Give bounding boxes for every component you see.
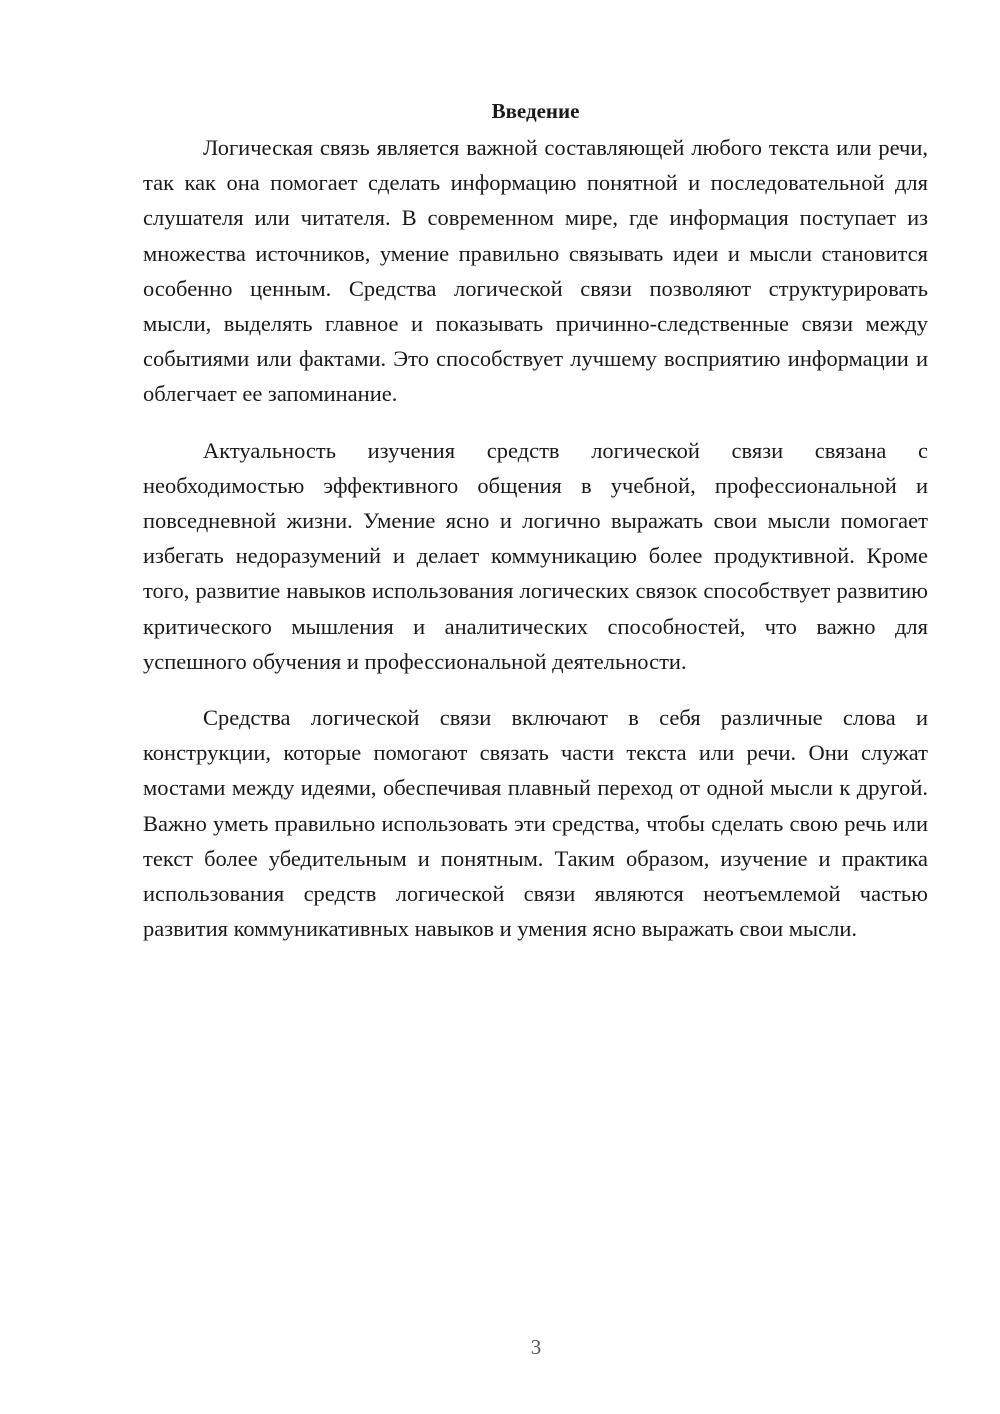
paragraph-2: Актуальность изучения средств логической связи связана с необходимостью эффективного общения в учебной, профессиональной и повседневной жизни. Умение ясно и логично выражать свои мысли помогает избегать недоразумений и делает коммуникацию более продуктивной. Кроме того, развитие навыков использования логических связок способствует развитию критического мышления и аналитических способностей, что важно для успешного обучения и профессиональной деятельности.: [143, 437, 928, 674]
page-number: 3: [530, 1335, 542, 1359]
paragraph-3: Средства логической связи включают в себя различные слова и конструкции, которые помогают связать части текста или речи. Они служат мостами между идеями, обеспечивая плавный переход от одной мысли к другой. Важно уметь правильно использовать эти средства, чтобы сделать свою речь или текст более убедительным и понятным. Таким образом, изучение и практика использования средств логической связи являются неотъемлемой частью развития коммуникативных навыков и умения ясно выражать свои мысли.: [143, 705, 928, 942]
section-heading: Введение: [491, 99, 580, 123]
page-content: [143, 96, 928, 967]
paragraph-1: Логическая связь является важной составляющей любого текста или речи, так как она помогает сделать информацию понятной и последовательной для слушателя или читателя. В современном мире, где информация поступает из множества источников, умение правильно связывать идеи и мысли становится особенно ценным. Средства логической связи позволяют структурировать мысли, выделять главное и показывать причинно-следственные связи между событиями или фактами. Это способствует лучшему восприятию информации и облегчает ее запоминание.: [143, 135, 928, 407]
